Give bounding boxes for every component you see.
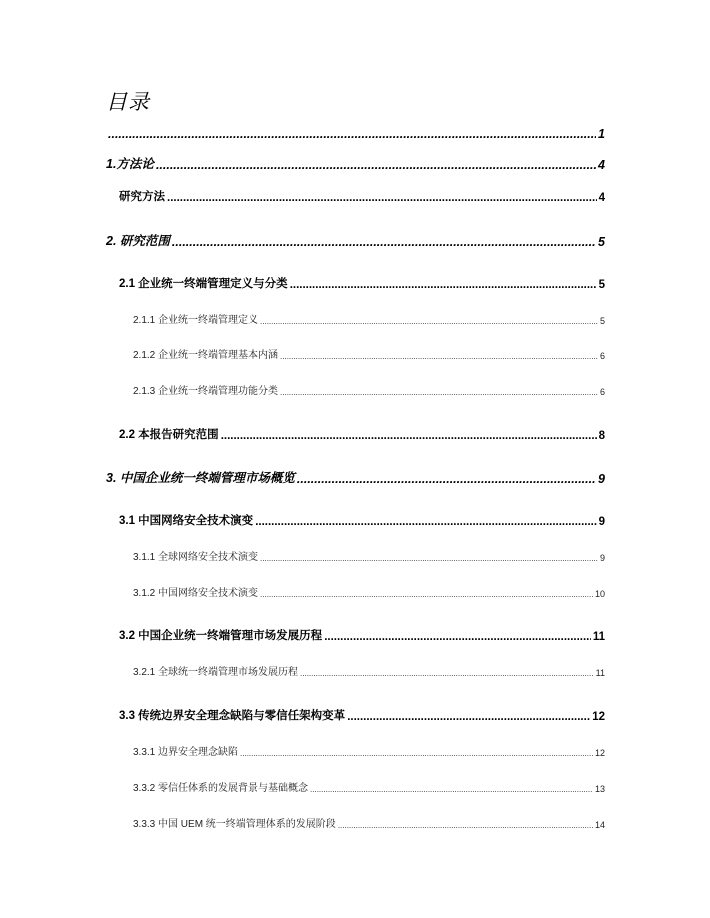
toc-entry-page: 11 bbox=[595, 668, 605, 678]
toc-leader-dots bbox=[260, 317, 598, 326]
toc-entry[interactable] bbox=[106, 231, 605, 249]
toc-entry[interactable] bbox=[133, 743, 605, 758]
toc-entry[interactable] bbox=[133, 815, 605, 830]
toc-entry-label: 3.3.2 零信任体系的发展背景与基础概念 bbox=[133, 783, 309, 794]
toc-entry-page: 14 bbox=[594, 820, 605, 830]
toc-entry-page: 8 bbox=[598, 430, 605, 442]
toc-entry-label: 3.3.1 边界安全理念缺陷 bbox=[133, 747, 239, 758]
toc-entry[interactable] bbox=[119, 275, 605, 291]
toc-entry-page: 6 bbox=[599, 351, 605, 361]
toc-entry[interactable] bbox=[133, 548, 605, 563]
toc-entry-page: 5 bbox=[598, 235, 605, 249]
toc-entry[interactable] bbox=[133, 663, 605, 678]
toc-entry[interactable] bbox=[119, 512, 605, 528]
toc-entry-label: 研究方法 bbox=[119, 191, 165, 203]
toc-leader-dots bbox=[172, 235, 596, 249]
toc-entry-page: 9 bbox=[599, 553, 605, 563]
toc-entry[interactable] bbox=[119, 188, 605, 204]
toc-entry-page: 11 bbox=[592, 631, 605, 643]
toc-entry-page: 9 bbox=[598, 472, 605, 486]
toc-leader-dots bbox=[260, 590, 593, 599]
toc-entry[interactable] bbox=[106, 127, 605, 141]
toc-entry-label: 3. 中国企业统一终端管理市场概览 bbox=[106, 471, 295, 485]
toc-leader-dots bbox=[156, 158, 596, 172]
toc-entry[interactable] bbox=[119, 426, 605, 442]
toc-leader-dots bbox=[108, 127, 596, 141]
toc-entry-label: 2.1.3 企业统一终端管理功能分类 bbox=[133, 386, 279, 397]
toc-entry-page: 5 bbox=[599, 316, 605, 326]
toc-entry[interactable] bbox=[133, 311, 605, 326]
toc-entry-label: 2.1.2 企业统一终端管理基本内涵 bbox=[133, 350, 279, 361]
toc-leader-dots bbox=[338, 821, 593, 830]
toc-entry-page: 5 bbox=[598, 279, 605, 291]
toc-entry-label: 3.1.1 全球网络安全技术演变 bbox=[133, 552, 259, 563]
toc-entry-label: 1.方法论 bbox=[106, 157, 154, 171]
toc-entry-label: 2.1.1 企业统一终端管理定义 bbox=[133, 315, 259, 326]
toc-entry-page: 4 bbox=[598, 158, 605, 172]
toc-entry-label: 3.1 中国网络安全技术演变 bbox=[119, 515, 254, 527]
toc-entry[interactable] bbox=[119, 627, 605, 643]
toc-entry-label: 2.2 本报告研究范围 bbox=[119, 429, 219, 441]
toc-entry-page: 13 bbox=[594, 784, 605, 794]
toc-leader-dots bbox=[297, 472, 596, 486]
toc-leader-dots bbox=[324, 631, 591, 643]
toc-leader-dots bbox=[290, 279, 597, 291]
toc-leader-dots bbox=[280, 352, 598, 361]
toc-leader-dots bbox=[310, 785, 593, 794]
toc-entry[interactable] bbox=[106, 154, 605, 172]
toc-entry-label: 3.3 传统边界安全理念缺陷与零信任架构变革 bbox=[119, 710, 346, 722]
toc-entry-page: 10 bbox=[594, 589, 605, 599]
toc-leader-dots bbox=[260, 554, 598, 563]
toc-entry-page: 1 bbox=[598, 127, 605, 141]
toc-leader-dots bbox=[167, 192, 597, 204]
toc-leader-dots bbox=[255, 516, 596, 528]
toc-entry-page: 6 bbox=[599, 387, 605, 397]
toc-entry[interactable] bbox=[133, 382, 605, 397]
toc-entry-page: 12 bbox=[592, 711, 605, 723]
toc-leader-dots bbox=[280, 388, 598, 397]
toc-entry-label: 3.2 中国企业统一终端管理市场发展历程 bbox=[119, 630, 323, 642]
toc-entry-label: 2. 研究范围 bbox=[106, 234, 170, 248]
toc-leader-dots bbox=[300, 669, 594, 678]
toc-entry-page: 12 bbox=[594, 748, 605, 758]
toc-entry-label: 3.2.1 全球统一终端管理市场发展历程 bbox=[133, 667, 299, 678]
toc-leader-dots bbox=[347, 711, 590, 723]
toc-entry[interactable] bbox=[133, 584, 605, 599]
toc-entry-page: 9 bbox=[598, 516, 605, 528]
toc-entry-label: 3.1.2 中国网络安全技术演变 bbox=[133, 588, 259, 599]
toc-entry[interactable] bbox=[133, 779, 605, 794]
toc-leader-dots bbox=[221, 430, 597, 442]
toc-leader-dots bbox=[240, 749, 593, 758]
toc-entry-label: 2.1 企业统一终端管理定义与分类 bbox=[119, 278, 288, 290]
toc-entry-page: 4 bbox=[598, 192, 605, 204]
toc-entry[interactable] bbox=[119, 707, 605, 723]
toc-entry-label: 3.3.3 中国 UEM 统一终端管理体系的发展阶段 bbox=[133, 819, 336, 830]
toc-entry[interactable] bbox=[133, 346, 605, 361]
toc-entry[interactable] bbox=[106, 468, 605, 486]
toc-title: 目录 bbox=[106, 90, 150, 114]
